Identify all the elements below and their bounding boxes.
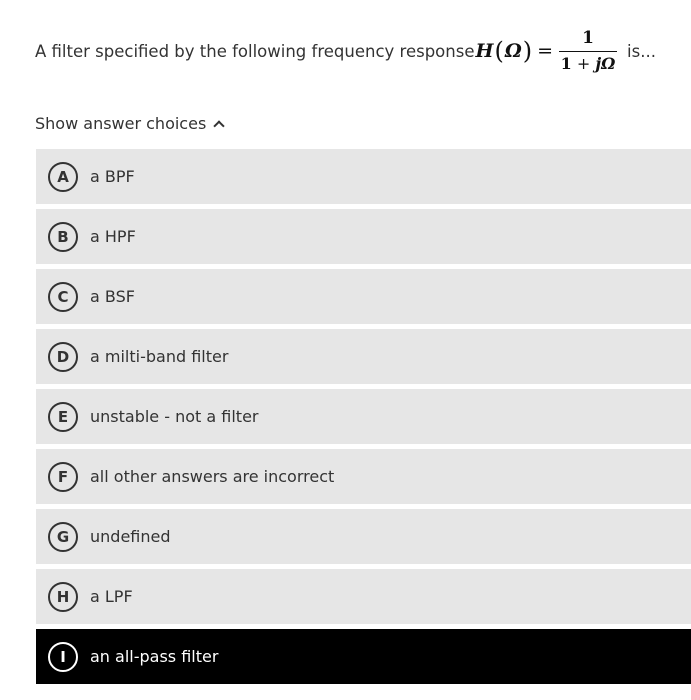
choice-letter-badge: G <box>48 522 78 552</box>
choice-label: a BPF <box>90 167 135 186</box>
choice-letter-badge: F <box>48 462 78 492</box>
question-suffix: is... <box>627 41 656 61</box>
question-prefix: A filter specified by the following frequency response <box>35 41 475 61</box>
choice-letter-badge: C <box>48 282 78 312</box>
choice-letter-badge: B <box>48 222 78 252</box>
question-text <box>35 20 656 82</box>
choice-label: all other answers are incorrect <box>90 467 335 486</box>
answer-choice-g[interactable] <box>36 509 691 564</box>
formula-denominator <box>561 52 616 73</box>
choice-letter-badge: E <box>48 402 78 432</box>
show-answer-choices-toggle[interactable] <box>35 114 223 133</box>
choice-label: a BSF <box>90 287 135 306</box>
chevron-up-icon <box>214 120 225 131</box>
choice-label: an all-pass filter <box>90 647 219 666</box>
choice-letter-badge: D <box>48 342 78 372</box>
answer-choice-f[interactable] <box>36 449 691 504</box>
answer-choice-h[interactable] <box>36 569 691 624</box>
answer-choice-b[interactable] <box>36 209 691 264</box>
answer-choice-c[interactable] <box>36 269 691 324</box>
choice-label: undefined <box>90 527 171 546</box>
formula-function: H <box>475 40 494 62</box>
choice-letter-badge: A <box>48 162 78 192</box>
denominator-plus: + <box>571 54 596 74</box>
denominator-one: 1 <box>560 54 572 74</box>
answer-choice-e[interactable] <box>36 389 691 444</box>
choice-label: a LPF <box>90 587 133 606</box>
answer-choice-a[interactable] <box>36 149 691 204</box>
formula-variable: Ω <box>504 40 522 62</box>
formula-fraction <box>559 29 617 73</box>
formula-equals: = <box>537 40 554 62</box>
choice-letter-badge: I <box>48 642 78 672</box>
choice-label: a milti-band filter <box>90 347 229 366</box>
choice-label: unstable - not a filter <box>90 407 259 426</box>
choice-label: a HPF <box>90 227 136 246</box>
toggle-label: Show answer choices <box>35 114 207 133</box>
answer-choices-list <box>36 149 691 689</box>
formula-numerator: 1 <box>582 28 594 49</box>
denominator-j-omega: jΩ <box>595 54 616 74</box>
answer-choice-i[interactable] <box>36 629 691 684</box>
frequency-response-formula <box>475 29 627 73</box>
choice-letter-badge: H <box>48 582 78 612</box>
answer-choice-d[interactable] <box>36 329 691 384</box>
formula-close-paren: ) <box>522 37 533 65</box>
formula-open-paren: ( <box>494 37 504 65</box>
